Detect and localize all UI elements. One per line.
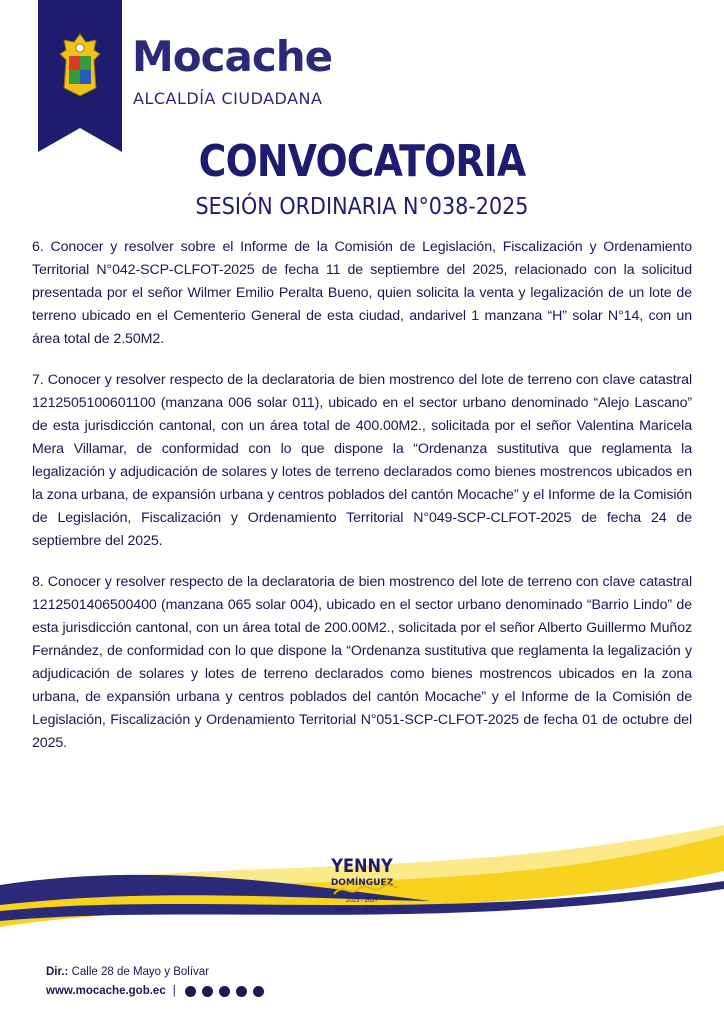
address-label: Dir.: [46, 966, 69, 978]
agenda-item-7: 7. Conocer y resolver respecto de la declaratoria de bien mostrenco del lote de terreno con clave catastral 1212505100601100 (manzana 006 solar 011), ubicado en el sector urbano denominado “Alejo Lascano” de esta jurisdicción cantonal, con un área total de 400.00M2., solicitada por el señor Valentina Maricela Mera Villamar, de conformidad con lo que dispone la “Ordenanza sustitutiva que reglamenta la legalización y adjudicación de solares y lotes de terreno declarados como bienes mostrencos ubicados en la zona urbana, de expansión urbana y centros poblados del cantón Mocache” y el Informe de la Comisión de Legislación, Fiscalización y Ordenamiento Territorial N°049-SCP-CLFOT-2025 de fecha 24 de septiembre del 2025. [32, 372, 692, 549]
youtube-icon[interactable] [219, 986, 230, 997]
website-link[interactable]: www.mocache.gob.ec [46, 985, 166, 997]
page-subtitle: SESIÓN ORDINARIA N°038-2025 [195, 194, 529, 220]
page-title: CONVOCATORIA [198, 136, 526, 187]
tiktok-icon[interactable] [236, 986, 247, 997]
agenda-item-6: 6. Conocer y resolver sobre el Informe de la Comisión de Legislación, Fiscalización y Ordenamiento Territorial N°042-SCP-CLFOT-2025 de fecha 11 de septiembre del 2025, relacionado con la solicitud presentada por el señor Wilmer Emilio Peralta Bueno, quien solicita la venta y legalización de un lote de terreno ubicado en el Cementerio General de esta ciudad, andarivel 1 manzana “H” solar N°14, con un área total de 2.50M2. [32, 239, 692, 347]
municipal-coat-of-arms-icon [58, 32, 102, 98]
facebook-icon[interactable] [185, 986, 196, 997]
brand-subtitle: ALCALDÍA CIUDADANA [133, 89, 323, 108]
signature-slogan: ¡Un gobierno que nos une! [320, 906, 404, 913]
brand-name: Mocache [132, 32, 333, 81]
footer-separator: | [172, 985, 176, 997]
agenda-list [32, 236, 692, 773]
footer-web [46, 985, 264, 997]
signature-years: 2023 - 2027 [345, 898, 379, 904]
signature-name: YENNY [331, 855, 393, 877]
agenda-item-8: 8. Conocer y resolver respecto de la declaratoria de bien mostrenco del lote de terreno con clave catastral 1212501406500400 (manzana 065 solar 004), ubicado en el sector urbano denominado “Barrio Lindo” de esta jurisdicción cantonal, con un área total de 200.00M2., solicitada por el señor Alberto Guillermo Muñoz Fernández, de conformidad con lo que dispone la “Ordenanza sustitutiva que reglamenta la legalización y adjudicación de solares y lotes de terreno declarados como bienes mostrencos ubicados en la zona urbana, de expansión urbana y centros poblados del cantón Mocache” y el Informe de la Comisión de Legislación, Fiscalización y Ordenamiento Territorial N°051-SCP-CLFOT-2025 de fecha 01 de octubre del 2025. [32, 574, 692, 751]
footer-address [46, 966, 209, 978]
address-value: Calle 28 de Mayo y Bolívar [71, 966, 210, 978]
handwritten-signature-icon [330, 880, 400, 900]
instagram-icon[interactable] [202, 986, 213, 997]
twitter-icon[interactable] [253, 986, 264, 997]
signature-surname: DOMÍNGUEZ [330, 878, 394, 888]
